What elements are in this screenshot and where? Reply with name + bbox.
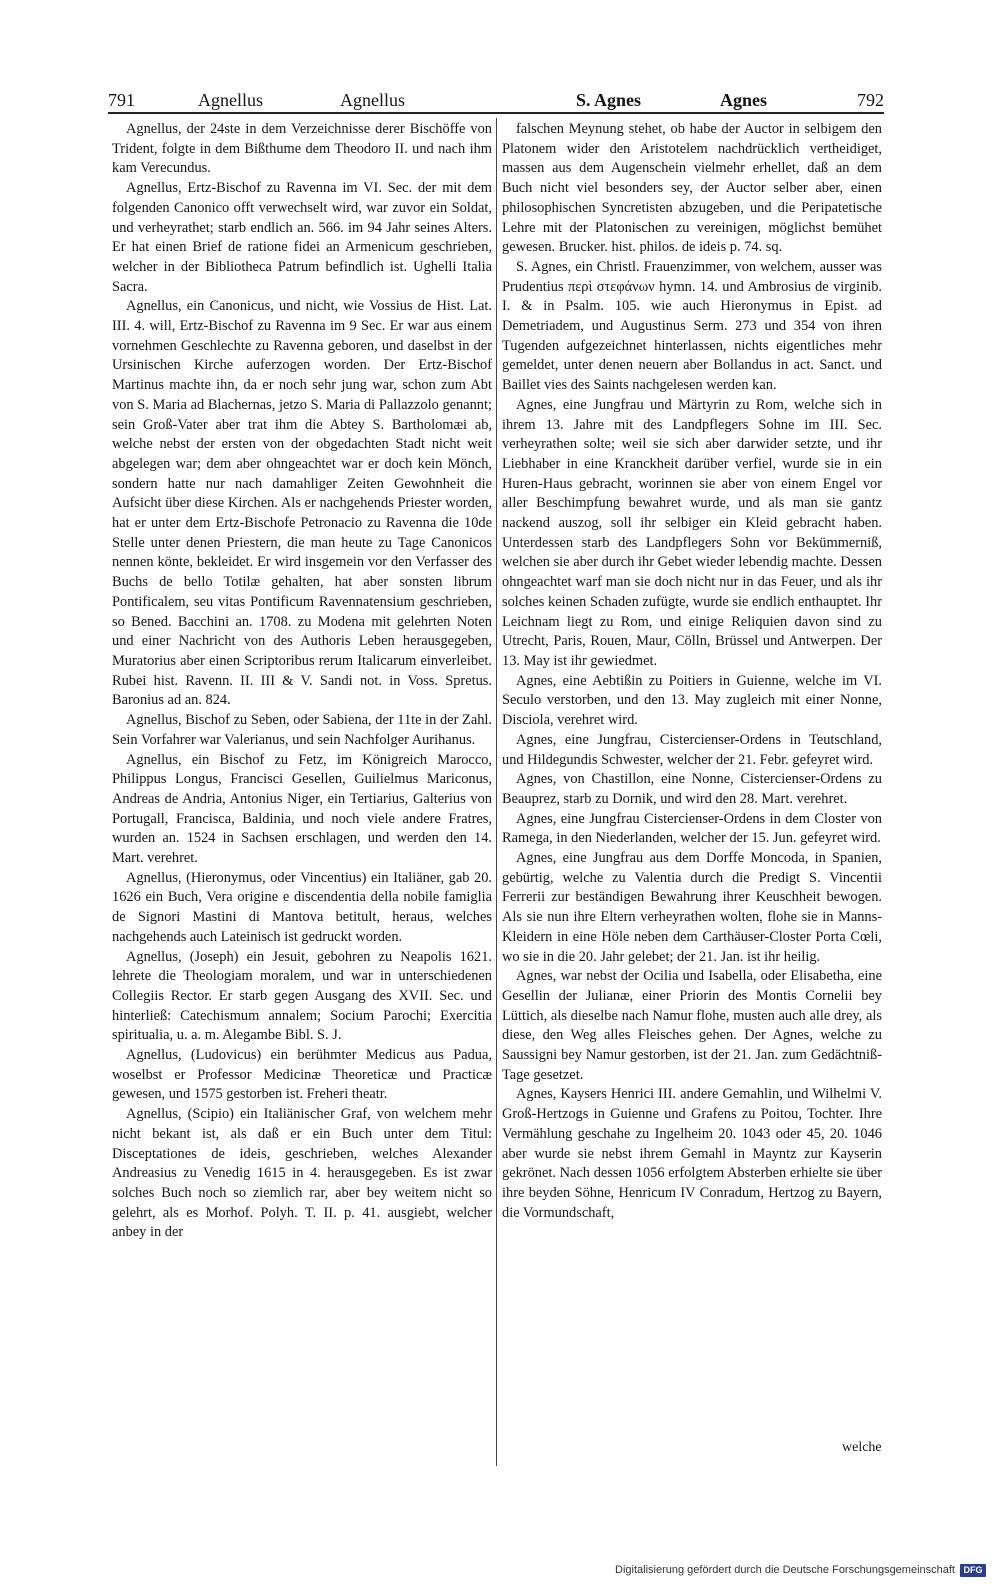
running-head-2: Agnellus xyxy=(340,90,405,110)
footer-credit xyxy=(615,1561,986,1579)
entry-paragraph: Agnellus, Bischof zu Seben, oder Sabiena, der 11te in der Zahl. Sein Vorfahrer war Valerianus, und sein Nachfolger Aurihanus. xyxy=(112,712,492,748)
entry-paragraph: Agnellus, (Hieronymus, oder Vincentius) ein Italiäner, gab 20. 1626 ein Buch, Vera origine e discendentia della nobile famiglia de Signori Mastini di Mantova betitult, heraus, welches nachgehends auch Lateinisch ist gedruckt worden. xyxy=(112,869,492,945)
entry-paragraph: Agnes, eine Jungfrau Cistercienser-Ordens in dem Closter von Ramega, in den Niederlanden, welcher der 15. Jun. gefeyret wird. xyxy=(502,810,882,847)
catchword: welche xyxy=(842,1440,882,1455)
left-column xyxy=(112,120,492,1243)
dfg-logo-icon: DFG xyxy=(960,1564,986,1577)
entry-paragraph: Agnellus, ein Bischof zu Fetz, im Königreich Marocco, Philippus Longus, Francisci Gesellen, Guilielmus Mariconus, Andreas de Andria, Antonius Niger, ein Tertiarius, Galterius von Portugall, Francisca, Baldinia, und noch viele andere Fratres, wurden an. 1524 in Sachsen erschlagen, und werden den 14. Mart. verehret. xyxy=(112,751,492,867)
footer-text: Digitalisierung gefördert durch die Deutsche Forschungsgemeinschaft xyxy=(615,1564,955,1576)
running-head-3: S. Agnes xyxy=(576,90,642,110)
entry-paragraph: falschen Meynung stehet, ob habe der Auctor in selbigem den Platonem wider den Aristotelem nachdrücklich vertheidiget, massen aus dem Augenschein vielmehr erhellet, daß an dem Buch nicht viel besonders sey, der Auctor selber aber, einen philosophischen Syncretisten abzugeben, und die Peripatetische Lehre mit der Platonischen zu vereinigen, möglichst bemühet gewesen. Brucker. hist. philos. de ideis p. 74. sq. xyxy=(502,121,882,256)
entry-paragraph: Agnellus, ein Canonicus, und nicht, wie Vossius de Hist. Lat. III. 4. will, Ertz-Bischof zu Ravenna im 9 Sec. Er war aus einem vornehmen Geschlechte zu Ravenna geboren, und daselbst in der Ursinischen Kirche auferzogen worden. Der Ertz-Bischof Martinus machte ihn, da er noch sehr jung war, schon zum Abt von S. Maria ad Blachernas, jetzo S. Maria di Pallazzolo genannt; sein Groß-Vater aber trat ihm die Abtey S. Bartholomæi ab, welche nebst der ersten von der obgedachten Stadt nicht weit abgelegen war; dem aber ohngeachtet war er doch kein Mönch, sondern hatte nur nach damahliger Zeiten Gewohnheit die Aufsicht über diese Kirchen. Als er nachgehends Priester worden, hat er unter dem Ertz-Bischofe Petronacio zu Ravenna die 10de Stelle unter denen Priestern, die man heute zu Tage Canonicos nennen könte, bekleidet. Er wird insgemein vor den Verfasser des Buchs de bello Totilæ gehalten, hat aber sonsten librum Pontificalem, seu vitas Pontificum Ravennatensium geschrieben, so Bened. Bacchini an. 1708. zu Modena mit gelehrten Noten und einer Nachricht von des Authoris Leben herausgegeben, Muratorius aber einen Scriptoribus rerum Italicarum einverleibet. Rubei hist. Ravenn. II. III & V. Sandi not. in Voss. Spretus. Baronius ad an. 824. xyxy=(112,298,492,709)
column-divider xyxy=(496,118,497,1466)
entry-paragraph: Agnes, eine Jungfrau und Märtyrin zu Rom, welche sich in ihrem 13. Jahre mit des Landpflegers Sohne im III. Sec. verheyrathen solte; weil sie sich aber darwider setzte, und ihr Liebhaber in eine Kranckheit darüber verfiel, wurde sie in ein Huren-Haus gebracht, worinnen sie aber von einem Engel vor aller Beschimpfung bewahret wurde, und als man sie gantz nackend auszog, soll ihr selbiger ein Kleid gebracht haben. Unterdessen starb des Landpflegers Sohn vor Bekümmerniß, welchen sie aber durch ihr Gebet wieder lebendig machte. Dessen ohngeachtet warf man sie doch nicht nur in das Feuer, und als ihr solches keinen Schaden zufügte, wurde sie endlich enthauptet. Ihr Leichnam liegt zu Rom, und einige Reliquien davon sind zu Utrecht, Paris, Rouen, Maur, Cölln, Brüssel und Antwerpen. Der 13. May ist ihr gewiedmet. xyxy=(502,396,882,669)
entry-paragraph: S. Agnes, ein Christl. Frauenzimmer, von welchem, ausser was Prudentius περὶ στεφάνων hymn. 14. und Ambrosius de virginib. I. & in Psalm. 105. wie auch Hieronymus in Epist. ad Demetriadem, und Augustinus Serm. 273 und 354 von ihren Tugenden aufgezeichnet hinterlassen, nichts eigentliches mehr gemeldet, unter denen neuern aber Bollandus in act. Sanct. und Baillet vies des Saints nachgelesen werden kan. xyxy=(502,258,882,394)
running-head-1: Agnellus xyxy=(198,90,263,110)
right-column xyxy=(502,120,882,1223)
page-number-left: 791 xyxy=(108,90,135,110)
running-head-4: Agnes xyxy=(720,90,768,110)
entry-paragraph: Agnellus, der 24ste in dem Verzeichnisse derer Bischöffe von Trident, folgte in dem Bißthume dem Theodoro II. und nach ihm kam Verecundus. xyxy=(112,121,492,177)
entry-paragraph: Agnes, eine Aebtißin zu Poitiers in Guienne, welche im VI. Seculo verstorben, und den 13. May zugleich mit einer Nonne, Disciola, verehret wird. xyxy=(502,672,882,729)
entry-paragraph: Agnes, eine Jungfrau, Cistercienser-Ordens in Teutschland, und Hildegundis Schwester, welcher der 21. Febr. gefeyret wird. xyxy=(502,731,882,768)
entry-paragraph: Agnes, eine Jungfrau aus dem Dorffe Moncoda, in Spanien, gebürtig, welche zu Valentia durch die Predigt S. Vincentii Ferrerii zur beständigen Bewahrung ihrer Keuschheit bewogen. Als sie nun ihre Eltern verheyrathen wolten, flohe sie in Manns-Kleidern in eine Höle neben dem Carthäuser-Closter Porta Cœli, wo sie in die 20. Jahr gelebet; der 21. Jan. ist ihr heilig. xyxy=(502,850,882,965)
entry-paragraph: Agnellus, (Joseph) ein Jesuit, gebohren zu Neapolis 1621. lehrete die Theologiam moralem, und war in unterschiedenen Collegiis Rector. Er starb gegen Ausgang des XVII. Sec. und hinterließ: Catechismum annalem; Socium Parochi; Exercitia spiritualia, u. a. m. Alegambe Bibl. S. J. xyxy=(112,948,492,1044)
page-number-right: 792 xyxy=(857,90,884,110)
entry-paragraph: Agnes, war nebst der Ocilia und Isabella, oder Elisabetha, eine Gesellin der Julianæ, einer Priorin des Montis Cornelii bey Lüttich, als dieselbe nach Namur flohe, musten auch alle drey, als diese, den Weg alles Fleisches gehen. Der Agnes, welche zu Saussigni bey Namur gestorben, ist der 21. Jan. zum Gedächtniß-Tage gesetzet. xyxy=(502,968,882,1083)
entry-paragraph: Agnellus, (Ludovicus) ein berühmter Medicus aus Padua, woselbst er Professor Medicinæ Theoreticæ und Practicæ gewesen, und 1575 gestorben ist. Freheri theatr. xyxy=(112,1047,492,1103)
entry-paragraph: Agnellus, (Scipio) ein Italiänischer Graf, von welchem mehr nicht bekant ist, als daß er ein Buch unter dem Titul: Disceptationes de ideis, geschrieben, welches Alexander Andreasius zu Venedig 1615 in 4. herausgegeben. Es ist zwar solches Buch noch so ziemlich rar, aber bey weitem nicht so gelehrt, als es Morhof. Polyh. T. II. p. 41. ausgiebt, welcher anbey in der xyxy=(112,1106,492,1241)
entry-paragraph: Agnellus, Ertz-Bischof zu Ravenna im VI. Sec. der mit dem folgenden Canonico offt verwechselt wird, war zuvor ein Soldat, und verheyrathet; starb endlich an. 566. im 94 Jahr seines Alters. Er hat einen Brief de ratione fidei an Armenicum geschrieben, welcher in der Bibliotheca Patrum befindlich ist. Ughelli Italia Sacra. xyxy=(112,180,492,295)
entry-paragraph: Agnes, Kaysers Henrici III. andere Gemahlin, und Wilhelmi V. Groß-Hertzogs in Guienne und Grafens zu Poitou, Tochter. Ihre Vermählung geschahe zu Ingelheim 20. 1043 oder 45, 20. 1046 aber wurde sie nebst ihrem Gemahl in Mayntz zur Kayserin gekrönet. Nach dessen 1056 erfolgtem Absterben erhielte sie über ihre beyden Söhne, Henricum IV Conradum, Hertzog zu Bayern, die Vormundschaft, xyxy=(502,1086,882,1221)
entry-paragraph: Agnes, von Chastillon, eine Nonne, Cistercienser-Ordens zu Beauprez, starb zu Dornik, und wird den 28. Mart. verehret. xyxy=(502,771,882,807)
header-rule xyxy=(108,112,884,114)
